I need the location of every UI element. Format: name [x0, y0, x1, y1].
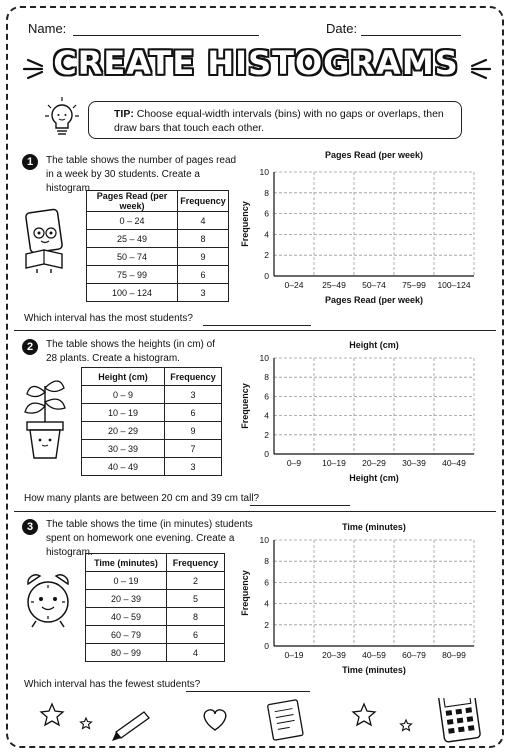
table-header: Frequency [167, 554, 225, 572]
x-tick-label: 100–124 [437, 280, 471, 290]
chart-title: Time (minutes) [342, 522, 406, 532]
section-divider [14, 511, 496, 512]
y-tick-label: 6 [264, 391, 269, 402]
histogram-grid-2[interactable] [236, 336, 476, 490]
frequency-cell: 7 [165, 440, 222, 458]
interval-cell: 75 – 99 [87, 266, 178, 284]
frequency-cell: 8 [167, 608, 225, 626]
date-label: Date: [326, 21, 358, 36]
interval-cell: 25 – 49 [87, 230, 178, 248]
y-tick-label: 0 [264, 271, 269, 281]
section-divider [14, 330, 496, 331]
frequency-cell: 6 [178, 266, 229, 284]
interval-cell: 30 – 39 [82, 440, 165, 458]
x-tick-label: 50–74 [362, 280, 386, 290]
histogram-grid-3[interactable] [236, 518, 476, 680]
bottom-decorations [0, 698, 512, 748]
table-row [82, 404, 222, 422]
x-tick-label: 0–9 [286, 458, 302, 468]
table-header: Frequency [165, 368, 222, 386]
x-tick-label: 25–49 [322, 280, 346, 290]
page-title: CREATE HISTOGRAMS [53, 44, 459, 82]
book-character-icon [20, 208, 76, 274]
x-axis-label: Time (minutes) [342, 665, 406, 675]
frequency-cell: 6 [167, 626, 225, 644]
x-tick-label: 40–59 [362, 650, 386, 660]
x-tick-label: 10–19 [322, 458, 346, 468]
y-tick-label: 0 [264, 641, 269, 651]
interval-cell: 40 – 49 [82, 458, 165, 476]
y-axis-label: Frequency [240, 570, 250, 616]
frequency-cell: 4 [167, 644, 225, 662]
x-tick-label: 0–19 [284, 650, 304, 660]
star-icon [41, 704, 63, 725]
interval-cell: 60 – 79 [86, 626, 167, 644]
interval-cell: 100 – 124 [87, 284, 178, 302]
table-row [87, 248, 229, 266]
table-header: Pages Read (per week) [87, 191, 178, 212]
interval-cell: 0 – 19 [86, 572, 167, 590]
question-3-question: Which interval has the fewest students? [24, 679, 201, 690]
question-1-number: 1 [22, 154, 38, 170]
x-tick-label: 30–39 [402, 458, 426, 468]
frequency-cell: 9 [178, 248, 229, 266]
answer-field-3[interactable] [186, 691, 310, 692]
question-2-prompt: The table shows the heights (in cm) of 28 plants. Create a histogram. [46, 339, 215, 364]
table-row [86, 644, 225, 662]
tip-box [88, 101, 462, 139]
pencil-icon [112, 712, 149, 741]
tip-label: TIP: [114, 108, 134, 120]
y-tick-label: 2 [264, 619, 269, 630]
question-1-prompt: The table shows the number of pages read in a week by 30 students. Create a histogram. [46, 155, 237, 194]
chart-title: Height (cm) [349, 340, 399, 350]
frequency-cell: 3 [178, 284, 229, 302]
y-tick-label: 8 [264, 372, 269, 383]
y-tick-label: 10 [259, 167, 269, 177]
x-tick-label: 20–39 [322, 650, 346, 660]
y-tick-label: 0 [264, 449, 269, 459]
question-3-number: 3 [22, 519, 38, 535]
alarm-clock-icon [18, 566, 78, 632]
table-row [86, 572, 225, 590]
star-icon [401, 720, 412, 731]
y-tick-label: 8 [264, 187, 269, 198]
question-2-number: 2 [22, 339, 38, 355]
calculator-icon [438, 698, 481, 742]
interval-cell: 0 – 24 [87, 212, 178, 230]
notebook-icon [267, 700, 303, 741]
x-axis-label: Height (cm) [349, 473, 399, 483]
y-tick-label: 2 [264, 429, 269, 440]
table-row [82, 440, 222, 458]
y-tick-label: 10 [259, 353, 269, 363]
star-icon [353, 704, 375, 725]
sparkle-right-icon [452, 54, 492, 84]
question-2-question: How many plants are between 20 cm and 39 cm tall? [24, 493, 260, 504]
x-tick-label: 60–79 [402, 650, 426, 660]
answer-field-2[interactable] [250, 505, 350, 506]
interval-cell: 20 – 39 [86, 590, 167, 608]
y-axis-label: Frequency [240, 201, 250, 247]
x-tick-label: 80–99 [442, 650, 466, 660]
frequency-cell: 3 [165, 458, 222, 476]
answer-field-1[interactable] [203, 325, 311, 326]
y-tick-label: 10 [259, 535, 269, 545]
y-tick-label: 6 [264, 577, 269, 588]
lightbulb-icon [44, 96, 80, 142]
table-row [86, 608, 225, 626]
tip-text: Choose equal-width intervals (bins) with no gaps or overlaps, then draw bars that touch each other. [114, 108, 444, 134]
y-tick-label: 4 [264, 229, 269, 240]
y-tick-label: 4 [264, 410, 269, 421]
star-icon [81, 718, 92, 729]
frequency-cell: 5 [167, 590, 225, 608]
x-axis-label: Pages Read (per week) [324, 295, 424, 305]
x-tick-label: 0–24 [284, 280, 304, 290]
x-tick-label: 75–99 [402, 280, 426, 290]
heart-icon [204, 710, 226, 730]
interval-cell: 10 – 19 [82, 404, 165, 422]
table-row [87, 230, 229, 248]
potted-plant-icon [20, 372, 70, 462]
name-field[interactable] [73, 35, 259, 36]
question-2-table [81, 367, 222, 476]
frequency-cell: 4 [178, 212, 229, 230]
question-1-question: Which interval has the most students? [24, 313, 193, 324]
table-header: Frequency [178, 191, 229, 212]
table-row [86, 590, 225, 608]
frequency-cell: 2 [167, 572, 225, 590]
question-3-prompt: The table shows the time (in minutes) students spent on homework one evening. Create a histogram. [46, 519, 253, 558]
table-header: Time (minutes) [86, 554, 167, 572]
x-tick-label: 20–29 [362, 458, 386, 468]
date-field[interactable] [361, 35, 461, 36]
name-label: Name: [28, 21, 67, 36]
interval-cell: 80 – 99 [86, 644, 167, 662]
table-row [82, 386, 222, 404]
frequency-cell: 8 [178, 230, 229, 248]
frequency-cell: 3 [165, 386, 222, 404]
y-axis-label: Frequency [240, 383, 250, 429]
table-row [82, 422, 222, 440]
table-row [86, 626, 225, 644]
y-tick-label: 6 [264, 208, 269, 219]
chart-title: Pages Read (per week) [324, 150, 424, 160]
question-3-table [85, 553, 225, 662]
y-tick-label: 4 [264, 598, 269, 609]
interval-cell: 40 – 59 [86, 608, 167, 626]
table-row [87, 266, 229, 284]
table-row [87, 212, 229, 230]
interval-cell: 0 – 9 [82, 386, 165, 404]
table-row [82, 458, 222, 476]
histogram-grid-1[interactable] [236, 146, 476, 310]
table-header: Height (cm) [82, 368, 165, 386]
interval-cell: 20 – 29 [82, 422, 165, 440]
y-tick-label: 2 [264, 250, 269, 261]
table-row [87, 284, 229, 302]
frequency-cell: 9 [165, 422, 222, 440]
x-tick-label: 40–49 [442, 458, 466, 468]
frequency-cell: 6 [165, 404, 222, 422]
question-1-table [86, 190, 229, 302]
y-tick-label: 8 [264, 556, 269, 567]
interval-cell: 50 – 74 [87, 248, 178, 266]
